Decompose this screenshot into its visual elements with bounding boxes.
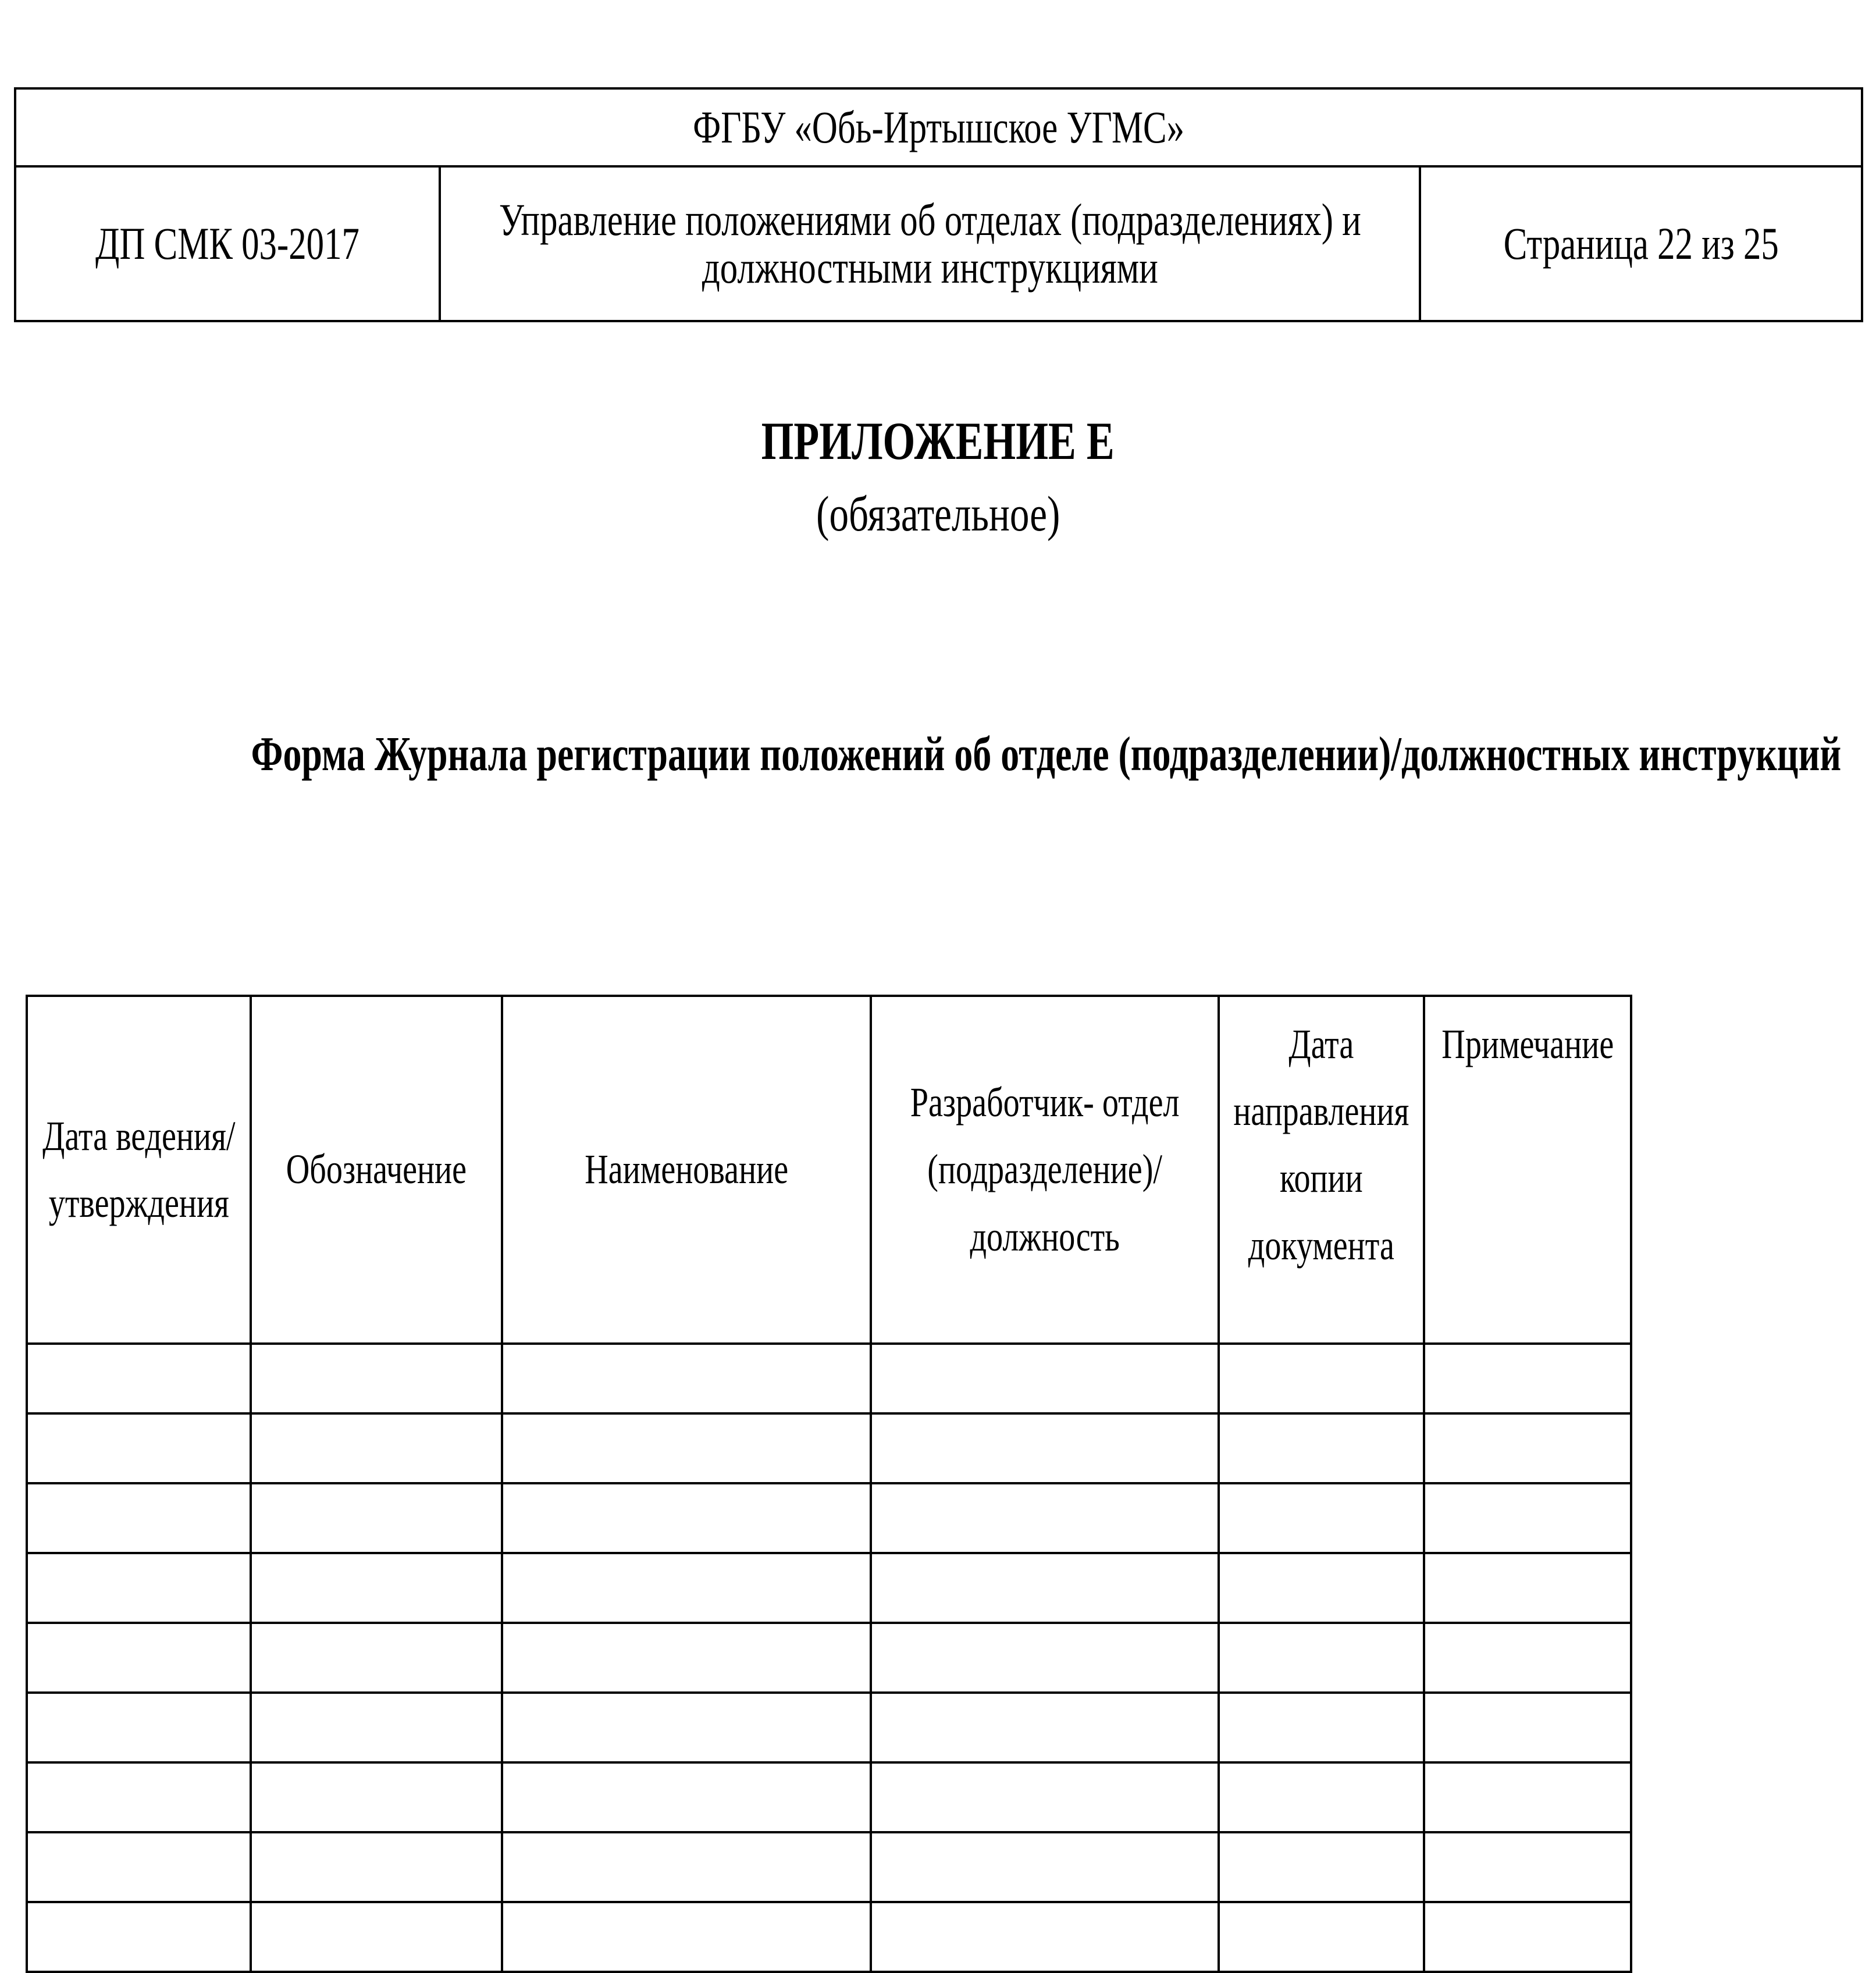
journal-header-row <box>27 996 1631 1344</box>
table-cell[interactable] <box>871 1693 1219 1762</box>
table-cell[interactable] <box>27 1693 251 1762</box>
page-info-cell <box>1420 166 1862 321</box>
column-header-label: Разработчик- отдел (подразделение)/ должность <box>910 1079 1180 1260</box>
table-cell[interactable] <box>871 1483 1219 1553</box>
table-cell[interactable] <box>502 1902 871 1972</box>
appendix-subtitle-text: (обязательное) <box>816 486 1060 542</box>
table-cell[interactable] <box>871 1623 1219 1693</box>
column-header-note <box>1424 996 1631 1344</box>
table-cell[interactable] <box>1424 1623 1631 1693</box>
table-cell[interactable] <box>502 1413 871 1483</box>
appendix-subtitle <box>0 486 1876 542</box>
table-row <box>27 1483 1631 1553</box>
table-cell[interactable] <box>251 1832 502 1902</box>
table-cell[interactable] <box>27 1344 251 1413</box>
document-header <box>14 87 1863 322</box>
column-header-label: Дата ведения/ утверждения <box>42 1112 236 1226</box>
column-header-label: Дата направления копии документа <box>1233 1021 1409 1269</box>
table-cell[interactable] <box>27 1902 251 1972</box>
table-cell[interactable] <box>502 1623 871 1693</box>
table-cell[interactable] <box>27 1483 251 1553</box>
table-row <box>27 1693 1631 1762</box>
table-cell[interactable] <box>502 1832 871 1902</box>
column-header-label: Наименование <box>585 1146 788 1193</box>
organization-cell <box>15 88 1862 166</box>
table-cell[interactable] <box>251 1623 502 1693</box>
table-cell[interactable] <box>871 1553 1219 1623</box>
table-cell[interactable] <box>502 1693 871 1762</box>
table-cell[interactable] <box>502 1553 871 1623</box>
table-cell[interactable] <box>871 1413 1219 1483</box>
column-header-developer <box>871 996 1219 1344</box>
table-cell[interactable] <box>251 1762 502 1832</box>
table-cell[interactable] <box>1424 1832 1631 1902</box>
table-cell[interactable] <box>871 1344 1219 1413</box>
column-header-copy-date <box>1219 996 1424 1344</box>
table-cell[interactable] <box>1219 1483 1424 1553</box>
table-row <box>27 1902 1631 1972</box>
table-row <box>27 1762 1631 1832</box>
table-cell[interactable] <box>1424 1553 1631 1623</box>
column-header-date <box>27 996 251 1344</box>
table-row <box>27 1344 1631 1413</box>
column-header-label: Обозначение <box>286 1146 467 1193</box>
document-title: Управление положениями об отделах (подразделениях) и должностными инструкциями <box>499 194 1361 293</box>
journal-body <box>27 1344 1631 1972</box>
table-cell[interactable] <box>871 1902 1219 1972</box>
table-cell[interactable] <box>251 1344 502 1413</box>
table-cell[interactable] <box>1424 1483 1631 1553</box>
table-cell[interactable] <box>502 1762 871 1832</box>
form-title <box>0 727 1876 781</box>
table-row <box>27 1413 1631 1483</box>
document-code: ДП СМК 03-2017 <box>95 218 359 269</box>
table-cell[interactable] <box>251 1413 502 1483</box>
doc-code-cell <box>15 166 440 321</box>
table-cell[interactable] <box>251 1902 502 1972</box>
table-row <box>27 1832 1631 1902</box>
table-cell[interactable] <box>1219 1693 1424 1762</box>
table-cell[interactable] <box>1219 1623 1424 1693</box>
appendix-title-text: ПРИЛОЖЕНИЕ Е <box>761 411 1115 471</box>
table-cell[interactable] <box>1424 1693 1631 1762</box>
table-cell[interactable] <box>1219 1902 1424 1972</box>
table-cell[interactable] <box>1219 1762 1424 1832</box>
table-cell[interactable] <box>1424 1762 1631 1832</box>
table-cell[interactable] <box>1219 1832 1424 1902</box>
table-cell[interactable] <box>27 1553 251 1623</box>
table-cell[interactable] <box>1219 1553 1424 1623</box>
table-cell[interactable] <box>871 1762 1219 1832</box>
form-title-text: Форма Журнала регистрации положений об отделе (подразделении)/должностных инструкций <box>251 727 1842 781</box>
table-row <box>27 1623 1631 1693</box>
table-cell[interactable] <box>1424 1344 1631 1413</box>
table-cell[interactable] <box>502 1483 871 1553</box>
table-cell[interactable] <box>27 1623 251 1693</box>
table-cell[interactable] <box>251 1553 502 1623</box>
table-cell[interactable] <box>1424 1902 1631 1972</box>
table-cell[interactable] <box>27 1413 251 1483</box>
table-cell[interactable] <box>1219 1344 1424 1413</box>
column-header-label: Примечание <box>1441 1021 1614 1067</box>
table-cell[interactable] <box>251 1693 502 1762</box>
doc-title-cell <box>440 166 1420 321</box>
table-cell[interactable] <box>871 1832 1219 1902</box>
table-cell[interactable] <box>251 1483 502 1553</box>
table-cell[interactable] <box>1424 1413 1631 1483</box>
organization-name: ФГБУ «Обь-Иртышское УГМС» <box>693 102 1184 152</box>
appendix-title <box>0 411 1876 471</box>
table-cell[interactable] <box>27 1762 251 1832</box>
journal-table <box>26 995 1632 1973</box>
table-cell[interactable] <box>27 1832 251 1902</box>
column-header-designation <box>251 996 502 1344</box>
page-number: Страница 22 из 25 <box>1503 218 1779 269</box>
column-header-name <box>502 996 871 1344</box>
table-cell[interactable] <box>1219 1413 1424 1483</box>
table-row <box>27 1553 1631 1623</box>
table-cell[interactable] <box>502 1344 871 1413</box>
